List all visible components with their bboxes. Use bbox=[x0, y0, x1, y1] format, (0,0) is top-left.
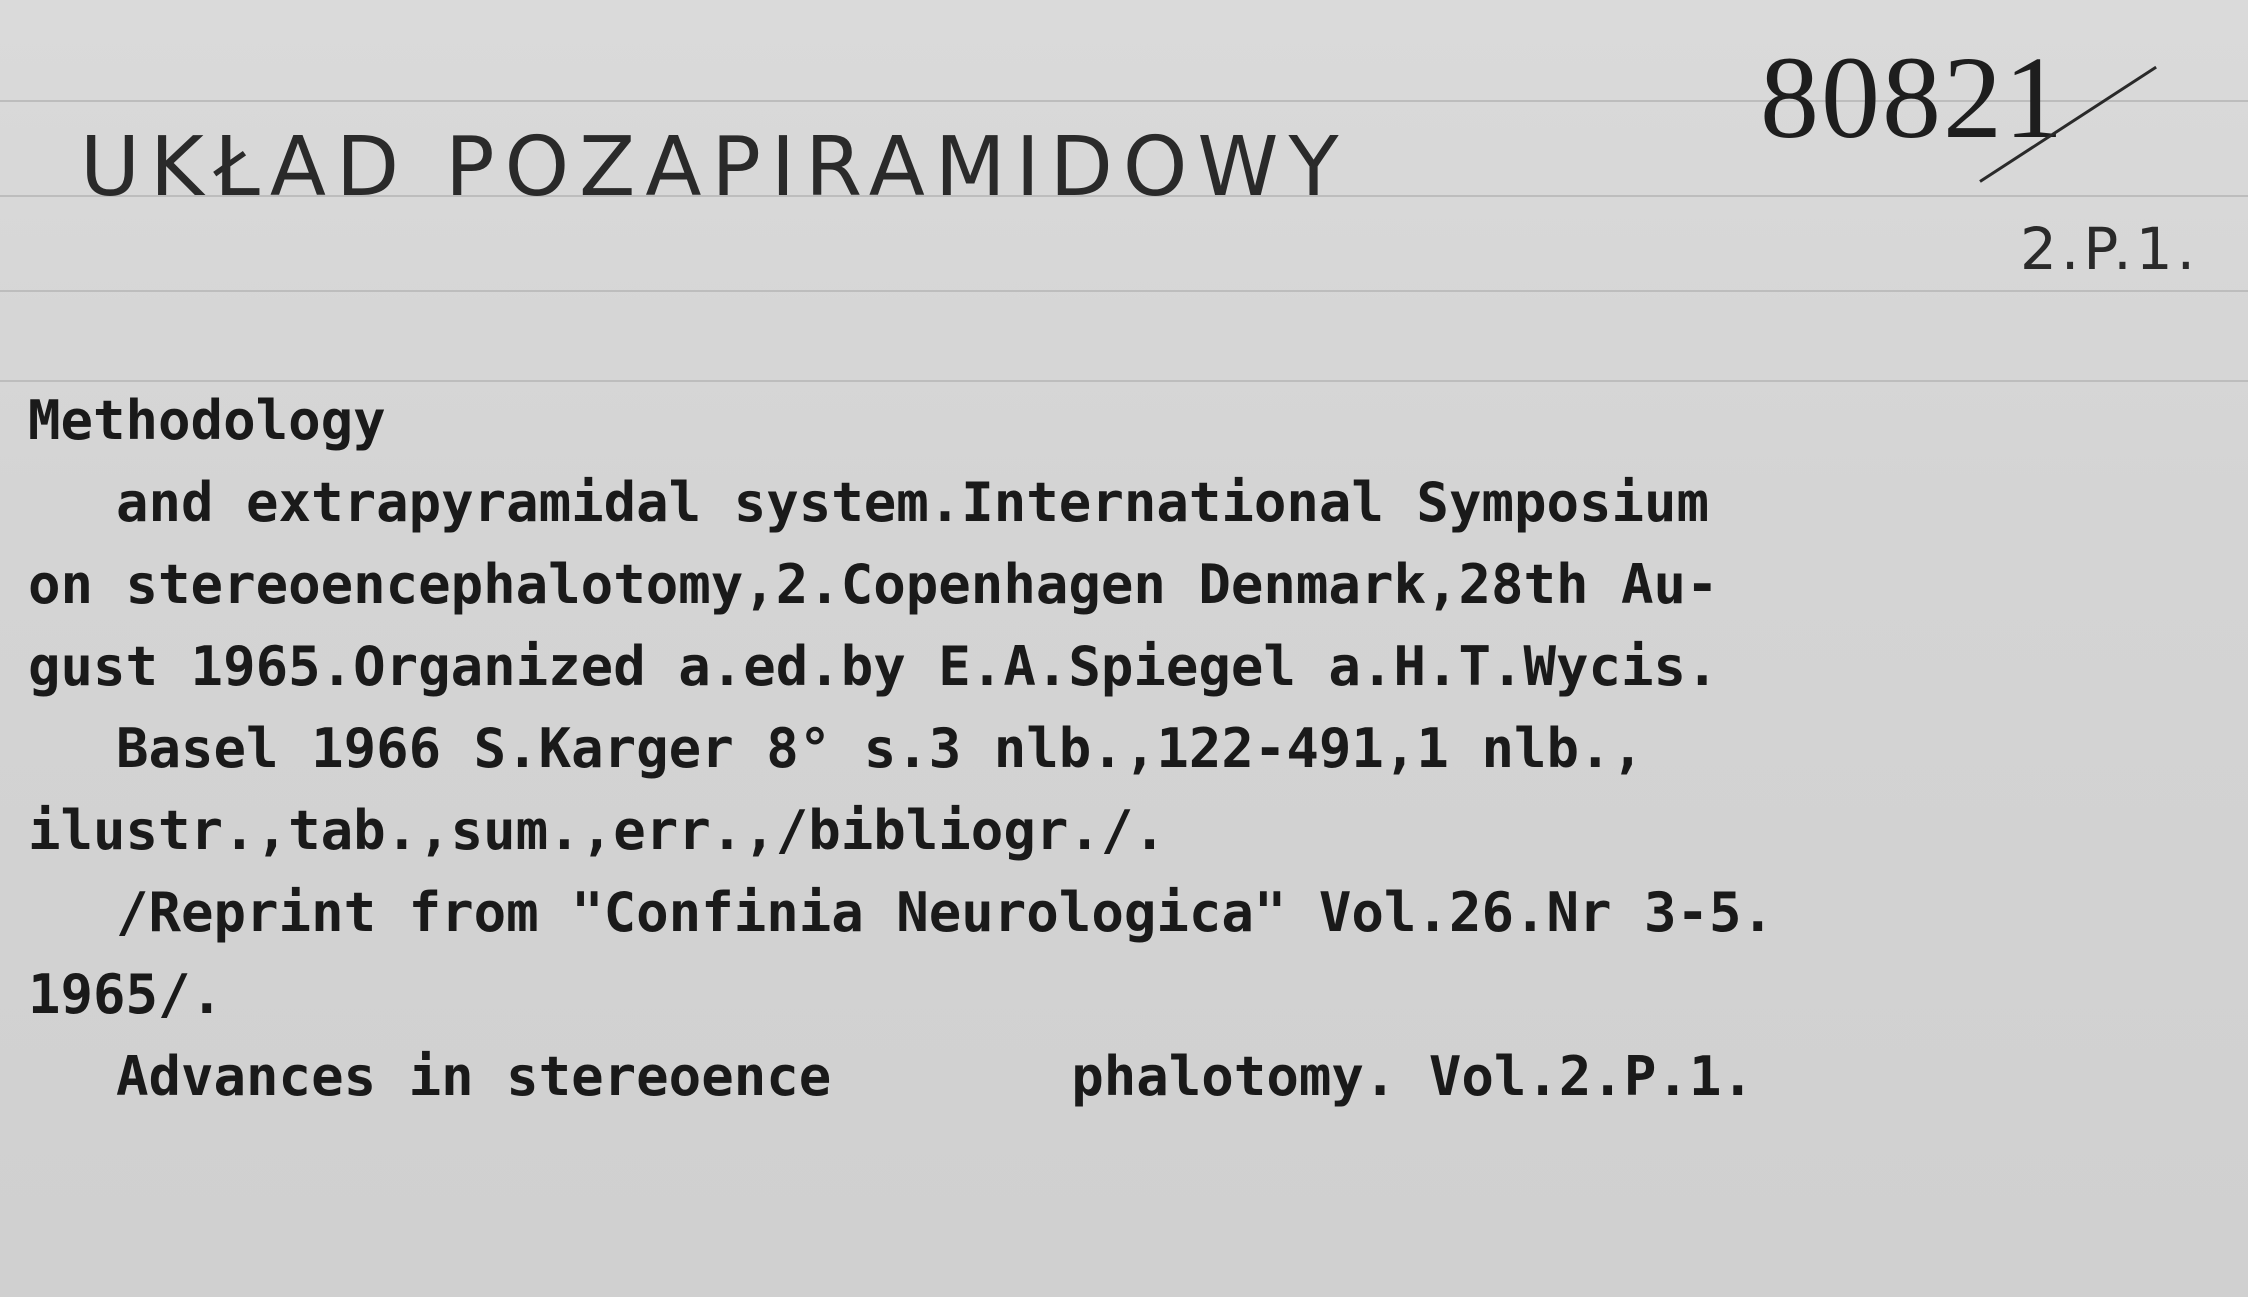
series-part: Advances in stereoence bbox=[116, 1045, 832, 1108]
series-part: phalotomy. Vol.2.P.1. bbox=[1071, 1045, 1754, 1108]
entry-line: gust 1965.Organized a.ed.by E.A.Spiegel a.H.T.Wycis. bbox=[28, 635, 1719, 698]
imprint-line: Basel 1966 S.Karger 8° s.3 nlb.,122-491,1 nlb., bbox=[116, 717, 1645, 780]
subject-heading: UKŁAD POZAPIRAMIDOWY bbox=[80, 120, 1349, 215]
call-number: 80821 bbox=[1760, 32, 2065, 163]
entry-line: and extrapyramidal system.International Symposium bbox=[116, 471, 1710, 534]
note-line: /Reprint from "Confinia Neurologica" Vol.26.Nr 3-5. bbox=[116, 881, 1775, 944]
ruled-line bbox=[0, 290, 2248, 292]
bibliographic-entry bbox=[28, 380, 2228, 1118]
shelf-mark: 2.P.1. bbox=[2020, 215, 2200, 283]
entry-title-line: Methodology bbox=[28, 389, 386, 452]
series-line bbox=[28, 1036, 2228, 1118]
note-line: 1965/. bbox=[28, 963, 224, 1026]
entry-line: ilustr.,tab.,sum.,err.,/bibliogr./. bbox=[28, 799, 1166, 862]
entry-line: on stereoencephalotomy,2.Copenhagen Denmark,28th Au- bbox=[28, 553, 1719, 616]
